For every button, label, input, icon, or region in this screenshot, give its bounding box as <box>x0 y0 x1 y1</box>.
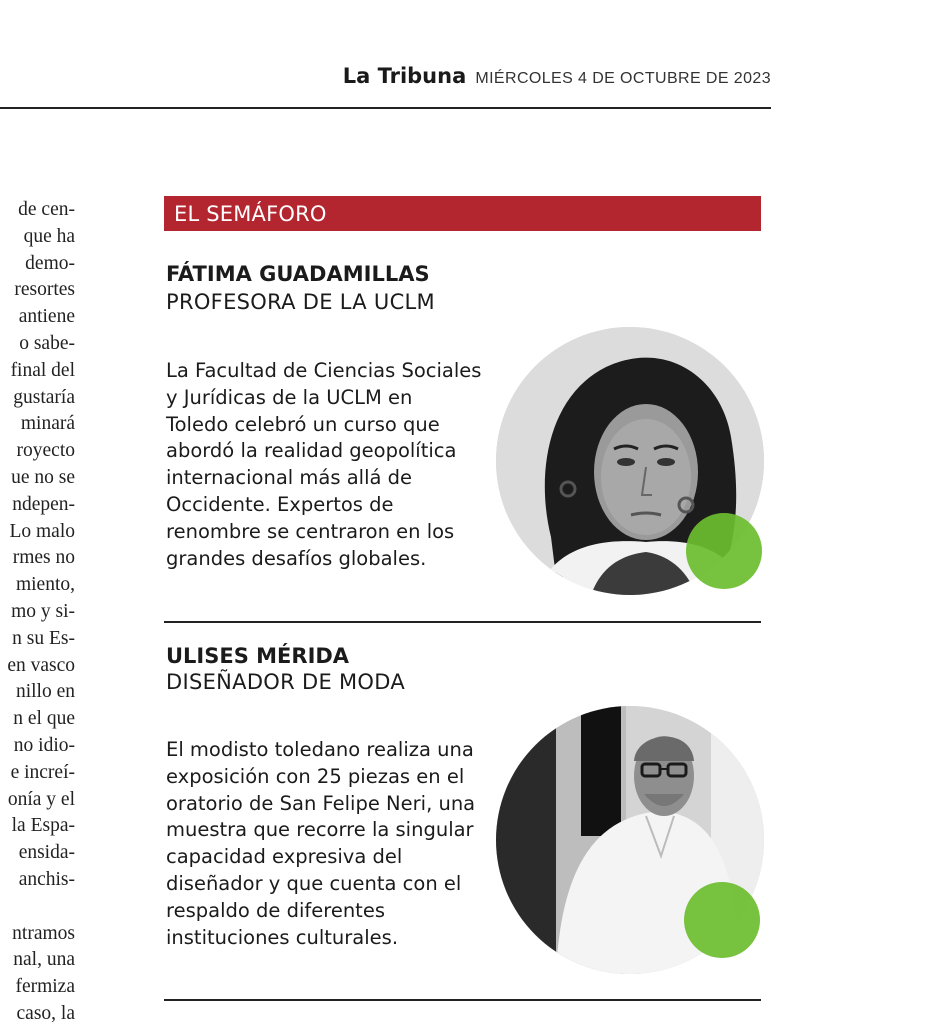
adjacent-article-line: e increí- <box>10 761 75 783</box>
adjacent-article-line: ndepen- <box>12 493 75 515</box>
adjacent-article-column <box>0 197 75 1028</box>
body-line: La Facultad de Ciencias Sociales <box>166 359 482 382</box>
adjacent-article-line: Lo malo <box>9 520 75 542</box>
adjacent-article-line: fermiza <box>15 976 75 998</box>
profile-body <box>166 358 506 572</box>
adjacent-article-line: antiene <box>18 306 75 328</box>
adjacent-article-line <box>0 894 75 921</box>
adjacent-article-line: minará <box>20 413 75 435</box>
body-line: oratorio de San Felipe Neri, una <box>166 791 476 815</box>
body-line: instituciones culturales. <box>166 925 399 949</box>
section-header: EL SEMÁFORO <box>164 196 761 231</box>
issue-date: MIÉRCOLES 4 DE OCTUBRE DE 2023 <box>475 70 771 87</box>
adjacent-article-line: nillo en <box>15 681 75 703</box>
adjacent-article-line: n el que <box>13 708 75 730</box>
adjacent-article-line: ensida- <box>18 842 75 864</box>
adjacent-article-line: en vasco <box>7 654 75 676</box>
profile-name: FÁTIMA GUADAMILLAS <box>166 262 430 286</box>
status-green-dot <box>686 513 762 589</box>
body-line: muestra que recorre la singular <box>166 818 474 842</box>
adjacent-article-line: que ha <box>23 225 75 247</box>
adjacent-article-line: rmes no <box>12 547 75 569</box>
body-line: El modisto toledano realiza una <box>166 738 474 761</box>
profile-body <box>166 737 506 951</box>
adjacent-article-line: o sabe- <box>19 332 75 354</box>
profile-divider <box>164 999 761 1001</box>
masthead <box>343 58 771 97</box>
body-line: capacidad expresiva del <box>166 845 403 869</box>
adjacent-article-line: onía y el <box>7 788 75 810</box>
adjacent-article-line: caso, la <box>16 1002 75 1024</box>
body-line: Occidente. Expertos de <box>166 492 394 516</box>
adjacent-article-line: la Espa- <box>11 815 75 837</box>
profile-name: ULISES MÉRIDA <box>166 644 350 668</box>
body-line: exposición con 25 piezas en el <box>166 764 465 788</box>
adjacent-article-line: nal, una <box>13 949 75 971</box>
body-line: y Jurídicas de la UCLM en <box>166 385 413 409</box>
body-line: diseñador y que cuenta con el <box>166 871 462 895</box>
adjacent-article-line: mo y si- <box>11 600 75 622</box>
adjacent-article-line: ue no se <box>11 466 75 488</box>
profile-role: PROFESORA DE LA UCLM <box>166 290 435 314</box>
adjacent-article-line: ntramos <box>12 922 75 944</box>
adjacent-article-line: de cen- <box>18 199 75 220</box>
adjacent-article-line: demo- <box>25 252 75 274</box>
profile-role: DISEÑADOR DE MODA <box>166 670 406 694</box>
adjacent-article-line: final del <box>10 359 75 381</box>
adjacent-article-line: no idio- <box>13 734 75 756</box>
body-line: respaldo de diferentes <box>166 898 385 922</box>
adjacent-article-line: royecto <box>16 440 75 462</box>
body-line: renombre se centraron en los <box>166 519 455 543</box>
adjacent-article-line: resortes <box>14 279 75 301</box>
adjacent-article-line: n su Es- <box>12 627 75 649</box>
body-line: Toledo celebró un curso que <box>166 412 440 436</box>
masthead-rule <box>0 107 771 109</box>
adjacent-article-line: anchis- <box>18 868 75 890</box>
adjacent-article-line: gustaría <box>13 386 75 408</box>
body-line: abordó la realidad geopolítica <box>166 439 457 463</box>
newspaper-brand: La Tribuna <box>342 64 467 88</box>
adjacent-article-line: miento, <box>15 574 75 596</box>
body-line: internacional más allá de <box>166 466 413 490</box>
status-green-dot <box>684 882 760 958</box>
profile-divider <box>164 621 761 623</box>
body-line: grandes desafíos globales. <box>166 546 427 570</box>
